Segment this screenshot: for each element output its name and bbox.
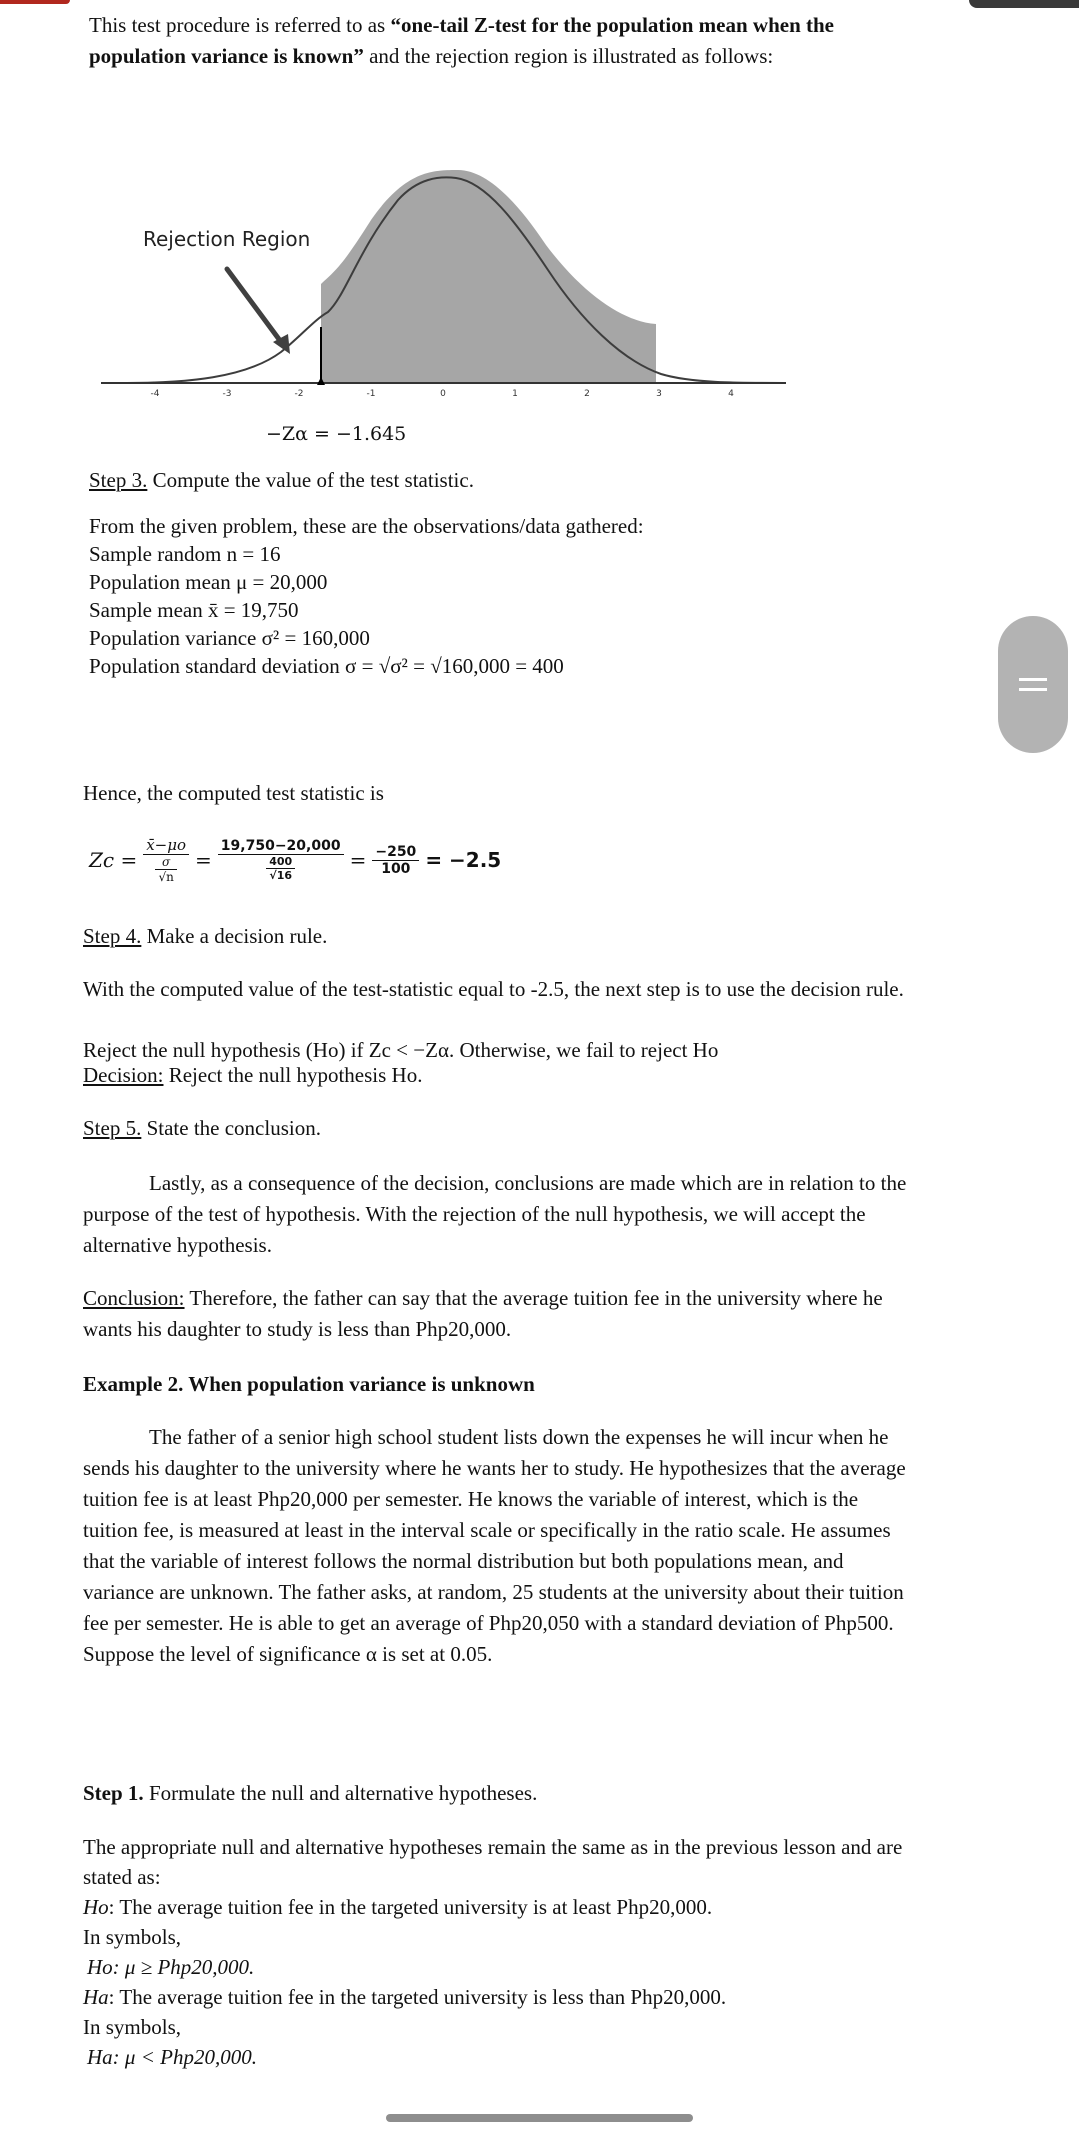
step3-heading xyxy=(89,465,474,496)
step5-paragraph: Lastly, as a consequence of the decision, conclusions are made which are in relation to the purpose of the test of hypothesis. With the rejection of the null hypothesis, we will accept the alternative hypothesis. xyxy=(83,1171,907,1257)
tick-4: 4 xyxy=(728,389,734,399)
formula-general-sqrt-n: √n xyxy=(158,870,174,884)
step4-heading xyxy=(83,921,327,952)
intro-tail: and the rejection region is illustrated as follows: xyxy=(363,44,774,68)
example2-paragraph: The father of a senior high school student lists down the expenses he will incur when he sends his daughter to the university where he wants her to study. He hypothesizes that the average tuition fee is at least Php20,000 per semester. He knows the variable of interest, which is the tuition fee, is measured at least in the interval scale or specifically in the ratio scale. He assumes that the variable of interest follows the normal distribution but both populations mean, and variance are unknown. The father asks, at random, 25 students at the university about their tuition fee per semester. He is able to get an average of Php20,050 with a standard deviation of Php500. Suppose the level of significance α is set at 0.05. xyxy=(83,1425,906,1666)
tick--3: -3 xyxy=(222,389,232,399)
step5-heading xyxy=(83,1113,321,1144)
h0-label: Ho xyxy=(83,1895,109,1919)
formula-general-numerator: x̄−μo xyxy=(143,836,189,855)
conclusion-text: Therefore, the father can say that the average tuition fee in the university where he wants his daughter to study is less than Php20,000. xyxy=(83,1286,883,1341)
scroll-thumb[interactable] xyxy=(998,616,1068,753)
step3-text: Compute the value of the test statistic. xyxy=(147,468,474,492)
step1-paragraph: The appropriate null and alternative hypotheses remain the same as in the previous lesson and are stated as: xyxy=(83,1835,903,1889)
formula-values-400: 400 xyxy=(266,855,295,869)
formula-values-sqrt16: √16 xyxy=(269,869,293,882)
home-indicator[interactable] xyxy=(386,2114,693,2122)
in-symbols-1: In symbols, xyxy=(83,1925,182,1949)
scroll-grip-line xyxy=(1019,688,1047,691)
formula-simplified-denominator: 100 xyxy=(381,860,411,877)
formula-eq-1: = xyxy=(195,848,212,872)
step1-heading xyxy=(83,1778,537,1809)
rejection-region-label: Rejection Region xyxy=(143,227,311,251)
formula-fraction-values xyxy=(218,838,344,882)
step1-label: Step 1. xyxy=(83,1781,144,1805)
step3-label: Step 3. xyxy=(89,468,148,492)
ha-symbol: Ha: μ < Php20,000. xyxy=(87,2045,257,2069)
tick--1: -1 xyxy=(366,389,376,399)
data-line-sample-mean: Sample mean x̄ = 19,750 xyxy=(89,598,299,622)
step5-label: Step 5. xyxy=(83,1116,142,1140)
shaded-region xyxy=(321,170,656,383)
tick-3: 3 xyxy=(656,389,662,399)
formula-values-numerator: 19,750−20,000 xyxy=(218,838,344,855)
data-line-pop-mean: Population mean μ = 20,000 xyxy=(89,570,328,594)
normal-curve-figure xyxy=(96,170,796,405)
data-line-sample-n: Sample random n = 16 xyxy=(89,542,281,566)
conclusion-label: Conclusion: xyxy=(83,1286,185,1310)
formula-result: = −2.5 xyxy=(425,848,502,872)
step3-data-block xyxy=(89,512,644,680)
formula-simplified-numerator: −250 xyxy=(372,844,419,861)
hence-text: Hence, the computed test statistic is xyxy=(83,781,384,805)
data-line-pop-variance: Population variance σ² = 160,000 xyxy=(89,626,370,650)
critical-value-caption: −Zα = −1.645 xyxy=(266,423,407,445)
step4-text: Make a decision rule. xyxy=(141,924,328,948)
h0-symbol: Ho: μ ≥ Php20,000. xyxy=(87,1955,255,1979)
decision-line xyxy=(83,1060,422,1091)
step1-text: Formulate the null and alternative hypotheses. xyxy=(143,1781,538,1805)
formula-lhs: Zc = xyxy=(89,848,138,872)
formula-fraction-simplified xyxy=(372,844,419,877)
tick-2: 2 xyxy=(584,389,590,399)
step4-label: Step 4. xyxy=(83,924,142,948)
data-intro: From the given problem, these are the observations/data gathered: xyxy=(89,514,644,538)
intro-lead: This test procedure is referred to as xyxy=(89,13,391,37)
conclusion-paragraph xyxy=(83,1283,913,1345)
axis-ticks xyxy=(151,389,735,399)
tick--4: -4 xyxy=(150,389,160,399)
h0-text: : The average tuition fee in the targeted university is at least Php20,000. xyxy=(108,1895,713,1919)
top-right-corner-decoration xyxy=(969,0,1079,8)
ha-statement xyxy=(83,1982,913,2012)
decision-rule: Reject the null hypothesis (Ho) if Zc < −Zα. Otherwise, we fail to reject Ho xyxy=(83,1038,719,1062)
tick--2: -2 xyxy=(294,389,304,399)
test-statistic-formula xyxy=(89,836,501,884)
step1-block xyxy=(83,1832,913,2072)
data-line-pop-sd: Population standard deviation σ = √σ² = √160,000 = 400 xyxy=(89,654,564,678)
formula-fraction-general xyxy=(143,836,189,884)
ha-text: : The average tuition fee in the targeted university is less than Php20,000. xyxy=(108,1985,727,2009)
formula-eq-2: = xyxy=(349,848,367,872)
decision-label: Decision: xyxy=(83,1063,164,1087)
decision-text: Reject the null hypothesis Ho. xyxy=(163,1063,423,1087)
formula-general-sigma: σ xyxy=(155,855,176,870)
rejection-pointer-arrow xyxy=(227,269,284,346)
intro-bold-term: “one-tail Z-test for the population mean when the population variance is known” xyxy=(89,13,834,68)
h0-statement xyxy=(83,1892,913,1922)
step5-text: State the conclusion. xyxy=(141,1116,321,1140)
ha-label: Ha xyxy=(83,1985,109,2009)
step4-paragraph: With the computed value of the test-statistic equal to -2.5, the next step is to use the decision rule. xyxy=(83,977,904,1001)
example2-heading: Example 2. When population variance is unknown xyxy=(83,1372,535,1396)
in-symbols-2: In symbols, xyxy=(83,2015,182,2039)
scroll-grip-line xyxy=(1019,678,1047,681)
top-left-corner-decoration xyxy=(0,0,70,4)
tick-0: 0 xyxy=(440,389,446,399)
tick-1: 1 xyxy=(512,389,518,399)
intro-paragraph xyxy=(89,10,919,72)
